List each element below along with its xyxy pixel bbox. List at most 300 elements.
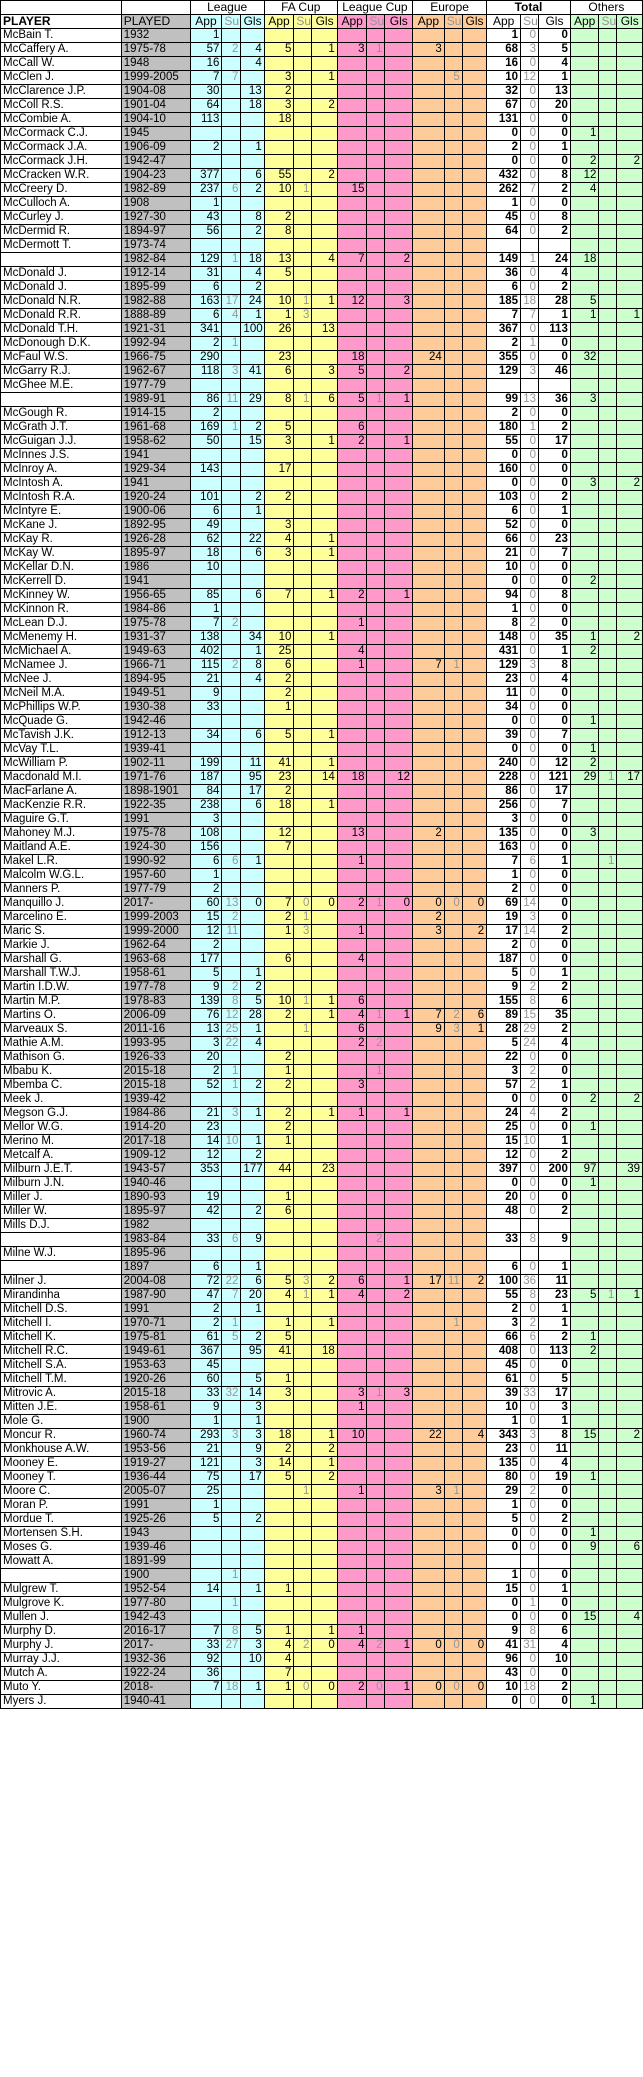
fa-cup-app: [264, 1485, 294, 1499]
europe-sub: [444, 449, 462, 463]
total-sub: 8: [521, 995, 539, 1009]
fa-cup-app: 1: [264, 925, 294, 939]
total-app: 67: [487, 99, 521, 113]
total-app: 45: [487, 211, 521, 225]
europe-goals: [462, 1247, 486, 1261]
league-app: 237: [190, 183, 222, 197]
table-row: [1, 1331, 643, 1345]
europe-app: [413, 365, 445, 379]
player-name: Murphy D.: [1, 1625, 122, 1639]
fa-cup-goals: [312, 141, 337, 155]
others-sub: [599, 85, 617, 99]
league-cup-goals: [385, 1513, 413, 1527]
league-cup-sub: [367, 729, 385, 743]
player-name: McFaul W.S.: [1, 351, 122, 365]
europe-sub: 1: [444, 659, 462, 673]
player-name: Mathison G.: [1, 1051, 122, 1065]
league-cup-goals: [385, 827, 413, 841]
total-goals: 20: [539, 99, 571, 113]
league-cup-goals: [385, 1471, 413, 1485]
total-sub: 0: [521, 1205, 539, 1219]
played-years: 1991: [121, 1303, 190, 1317]
europe-goals: [462, 169, 486, 183]
fa-cup-goals: [312, 1527, 337, 1541]
league-cup-sub: [367, 561, 385, 575]
played-years: 1982-89: [121, 183, 190, 197]
europe-goals: [462, 323, 486, 337]
europe-sub: [444, 491, 462, 505]
fa-cup-app: 3: [264, 547, 294, 561]
total-goals: 0: [539, 1499, 571, 1513]
europe-app: [413, 323, 445, 337]
europe-sub: [444, 1219, 462, 1233]
europe-app: [413, 813, 445, 827]
played-years: 1949-63: [121, 645, 190, 659]
table-row: [1, 155, 643, 169]
europe-sub: [444, 813, 462, 827]
others-app: [570, 99, 599, 113]
others-app: [570, 1387, 599, 1401]
league-sub: [222, 561, 241, 575]
others-app: [570, 1457, 599, 1471]
fa-cup-app: 5: [264, 43, 294, 57]
player-name: Mitchell K.: [1, 1331, 122, 1345]
league-cup-sub: [367, 813, 385, 827]
total-sub: 0: [521, 701, 539, 715]
total-app: 2: [487, 337, 521, 351]
player-name: McQuade G.: [1, 715, 122, 729]
total-goals: 200: [539, 1163, 571, 1177]
total-app: 0: [487, 155, 521, 169]
fa-cup-app: [264, 505, 294, 519]
europe-app: [413, 1149, 445, 1163]
europe-goals: [462, 589, 486, 603]
total-sub: 0: [521, 85, 539, 99]
europe-app: [413, 841, 445, 855]
others-sub: [599, 1443, 617, 1457]
league-cup-sub: [367, 981, 385, 995]
europe-sub: [444, 267, 462, 281]
played-years: 1940-46: [121, 1177, 190, 1191]
others-goals: [617, 1639, 643, 1653]
league-cup-app: 4: [337, 1639, 367, 1653]
league-cup-app: [337, 687, 367, 701]
europe-sub: [444, 463, 462, 477]
league-cup-goals: [385, 1121, 413, 1135]
league-cup-goals: [385, 1247, 413, 1261]
europe-app: [413, 1163, 445, 1177]
played-years: 1904-10: [121, 113, 190, 127]
total-sub: 0: [521, 841, 539, 855]
others-goals: [617, 883, 643, 897]
league-goals: [241, 841, 264, 855]
group-header-row: [1, 1, 643, 15]
total-sub: 0: [521, 1191, 539, 1205]
total-app: 100: [487, 1275, 521, 1289]
league-sub: [222, 1667, 241, 1681]
europe-goals: [462, 827, 486, 841]
fa-cup-sub: [294, 953, 312, 967]
league-sub: [222, 1205, 241, 1219]
others-app: [570, 1625, 599, 1639]
table-row: [1, 253, 643, 267]
fa-cup-sub: [294, 645, 312, 659]
league-goals: 6: [241, 169, 264, 183]
fa-cup-goals: [312, 155, 337, 169]
fa-cup-goals: 1: [312, 1009, 337, 1023]
fa-cup-sub: [294, 771, 312, 785]
others-goals: [617, 1555, 643, 1569]
total-goals: 2: [539, 491, 571, 505]
league-cup-app: [337, 225, 367, 239]
fa-cup-goals: [312, 981, 337, 995]
fa-cup-app: [264, 155, 294, 169]
europe-goals: 0: [462, 1681, 486, 1695]
league-app: 61: [190, 1331, 222, 1345]
fa-cup-sub: 1: [294, 1485, 312, 1499]
fa-cup-app: 2: [264, 1107, 294, 1121]
league-app: 367: [190, 1345, 222, 1359]
league-sub: 7: [222, 71, 241, 85]
others-sub: [599, 575, 617, 589]
league-cup-sub: [367, 379, 385, 393]
league-cup-goals: [385, 1303, 413, 1317]
others-gls-header: Gls: [617, 15, 643, 29]
league-app: 15: [190, 911, 222, 925]
league-app: 33: [190, 1387, 222, 1401]
league-app: 34: [190, 729, 222, 743]
league-goals: [241, 113, 264, 127]
europe-sub: [444, 701, 462, 715]
total-goals: 5: [539, 43, 571, 57]
player-name: McCulloch A.: [1, 197, 122, 211]
played-years: 1892-95: [121, 519, 190, 533]
others-goals: [617, 645, 643, 659]
europe-app: [413, 939, 445, 953]
europe-goals: [462, 393, 486, 407]
player-name: Mooney T.: [1, 1471, 122, 1485]
total-app: 0: [487, 715, 521, 729]
league-cup-goals: [385, 155, 413, 169]
league-goals: 2: [241, 1149, 264, 1163]
fa-cup-app: 18: [264, 1429, 294, 1443]
league-sub: 2: [222, 659, 241, 673]
league-app: 6: [190, 855, 222, 869]
table-row: [1, 1093, 643, 1107]
fa-cup-app: 2: [264, 1051, 294, 1065]
fa-cup-goals: 1: [312, 435, 337, 449]
total-sub: 0: [521, 1415, 539, 1429]
played-years: 1952-54: [121, 1583, 190, 1597]
league-cup-sub: 1: [367, 393, 385, 407]
others-goals: 1: [617, 1289, 643, 1303]
others-sub: [599, 897, 617, 911]
played-years: 1984-86: [121, 603, 190, 617]
league-cup-sub: [367, 71, 385, 85]
league-cup-app: [337, 1163, 367, 1177]
total-goals: 0: [539, 1065, 571, 1079]
league-sub: [222, 1415, 241, 1429]
others-sub: [599, 995, 617, 1009]
player-name: McNamee J.: [1, 659, 122, 673]
played-years: 1943-57: [121, 1163, 190, 1177]
others-goals: 4: [617, 1611, 643, 1625]
league-cup-goals: [385, 841, 413, 855]
total-app: 0: [487, 575, 521, 589]
fa-cup-goals: 14: [312, 771, 337, 785]
fa-cup-goals: [312, 281, 337, 295]
total-sub: 29: [521, 1023, 539, 1037]
played-years: 1984-86: [121, 1107, 190, 1121]
league-cup-goals: [385, 1177, 413, 1191]
others-app: [570, 967, 599, 981]
league-cup-sub: [367, 1331, 385, 1345]
europe-app: [413, 1653, 445, 1667]
europe-sub: [444, 127, 462, 141]
fa-cup-goals: [312, 463, 337, 477]
played-years: 1953-63: [121, 1359, 190, 1373]
league-cup-app: [337, 813, 367, 827]
fa-cup-goals: [312, 939, 337, 953]
europe-goals: [462, 71, 486, 85]
total-goals: 11: [539, 1443, 571, 1457]
others-goals: [617, 1681, 643, 1695]
europe-goals: [462, 659, 486, 673]
league-cup-goals: [385, 85, 413, 99]
league-app: 60: [190, 1373, 222, 1387]
league-sub: [222, 1149, 241, 1163]
others-goals: [617, 323, 643, 337]
others-app: [570, 197, 599, 211]
league-sub: [222, 813, 241, 827]
league-goals: [241, 617, 264, 631]
table-row: [1, 1023, 643, 1037]
total-goals: 6: [539, 995, 571, 1009]
player-name: McMichael A.: [1, 645, 122, 659]
league-app: [190, 1611, 222, 1625]
total-app: 20: [487, 1191, 521, 1205]
total-sub: 6: [521, 855, 539, 869]
fa-cup-goals: [312, 337, 337, 351]
others-app: 3: [570, 393, 599, 407]
total-sub: 0: [521, 1401, 539, 1415]
europe-app: [413, 1527, 445, 1541]
europe-app: [413, 1177, 445, 1191]
league-sub: [222, 757, 241, 771]
fa-cup-goals: [312, 1205, 337, 1219]
europe-goals: [462, 1303, 486, 1317]
league-app: 1: [190, 29, 222, 43]
table-row: [1, 841, 643, 855]
league-cup-goals: [385, 1191, 413, 1205]
league-cup-sub: [367, 351, 385, 365]
played-years: 1920-24: [121, 491, 190, 505]
others-app: 1: [570, 1121, 599, 1135]
fa-cup-app: [264, 1359, 294, 1373]
europe-sub: [444, 869, 462, 883]
fa-cup-goals: [312, 1667, 337, 1681]
league-cup-sub: [367, 1135, 385, 1149]
league-cup-app: 1: [337, 659, 367, 673]
europe-sub: [444, 687, 462, 701]
europe-sub: [444, 1513, 462, 1527]
others-app: [570, 729, 599, 743]
total-goals: [539, 1247, 571, 1261]
league-goals: [241, 1611, 264, 1625]
league-cup-app: [337, 575, 367, 589]
league-sub: [222, 939, 241, 953]
others-app: [570, 1191, 599, 1205]
europe-goals: [462, 1219, 486, 1233]
league-cup-goals: [385, 645, 413, 659]
total-app: 15: [487, 1135, 521, 1149]
table-row: [1, 1695, 643, 1709]
others-sub: [599, 687, 617, 701]
others-sub: [599, 141, 617, 155]
league-cup-sub: [367, 505, 385, 519]
others-sub: [599, 813, 617, 827]
league-cup-goals: [385, 29, 413, 43]
league-cup-app: 3: [337, 1079, 367, 1093]
others-app: [570, 617, 599, 631]
fa-cup-goals: [312, 1219, 337, 1233]
player-name: Mitchell S.A.: [1, 1359, 122, 1373]
fa-cup-app: [264, 337, 294, 351]
fa-cup-app: [264, 1597, 294, 1611]
league-goals: 3: [241, 1639, 264, 1653]
table-row: [1, 141, 643, 155]
europe-app: [413, 407, 445, 421]
europe-app: [413, 421, 445, 435]
league-app-header: App: [190, 15, 222, 29]
others-app: [570, 939, 599, 953]
league-cup-sub: [367, 617, 385, 631]
fa-cup-sub: [294, 155, 312, 169]
total-goals: 0: [539, 29, 571, 43]
europe-app: [413, 855, 445, 869]
europe-app: [413, 71, 445, 85]
league-cup-sub: [367, 239, 385, 253]
league-sub: [222, 1177, 241, 1191]
others-app: 1: [570, 127, 599, 141]
others-goals: [617, 1667, 643, 1681]
league-cup-goals: 3: [385, 1387, 413, 1401]
league-cup-goals: [385, 71, 413, 85]
played-years: 1966-75: [121, 351, 190, 365]
player-name: McCombie A.: [1, 113, 122, 127]
europe-app: [413, 1303, 445, 1317]
league-goals: 95: [241, 771, 264, 785]
total-app: 0: [487, 1611, 521, 1625]
europe-app: [413, 379, 445, 393]
league-goals: [241, 953, 264, 967]
total-app: 0: [487, 449, 521, 463]
europe-app: [413, 1079, 445, 1093]
fa-cup-goals: 1: [312, 1429, 337, 1443]
league-sub: 1: [222, 421, 241, 435]
player-name: McKellar D.N.: [1, 561, 122, 575]
others-goals: [617, 603, 643, 617]
league-cup-app: [337, 603, 367, 617]
total-goals: 1: [539, 645, 571, 659]
europe-sub: [444, 211, 462, 225]
league-goals: 1: [241, 1023, 264, 1037]
league-cup-goals: [385, 183, 413, 197]
total-sub: 0: [521, 603, 539, 617]
fa-cup-app: 8: [264, 225, 294, 239]
table-row: [1, 407, 643, 421]
league-goals: 6: [241, 799, 264, 813]
europe-sub: [444, 1247, 462, 1261]
league-cup-app: [337, 729, 367, 743]
total-app: 0: [487, 477, 521, 491]
played-years: 1920-26: [121, 1373, 190, 1387]
total-goals: 1: [539, 309, 571, 323]
others-app: [570, 1373, 599, 1387]
eu-su-header: Su: [444, 15, 462, 29]
player-name: Maguire G.T.: [1, 813, 122, 827]
player-name: [1, 1569, 122, 1583]
league-cup-goals: [385, 57, 413, 71]
league-cup-sub: [367, 29, 385, 43]
others-goals: [617, 743, 643, 757]
league-cup-app: [337, 85, 367, 99]
table-row: [1, 1359, 643, 1373]
league-goals: [241, 1093, 264, 1107]
played-years: 1925-26: [121, 1513, 190, 1527]
player-name: McColl R.S.: [1, 99, 122, 113]
league-goals: [241, 379, 264, 393]
europe-sub: [444, 1597, 462, 1611]
others-goals: [617, 43, 643, 57]
league-app: 1: [190, 603, 222, 617]
league-goals: [241, 743, 264, 757]
league-goals: 6: [241, 729, 264, 743]
total-app: 397: [487, 1163, 521, 1177]
europe-sub: [444, 29, 462, 43]
europe-sub: [444, 1303, 462, 1317]
fa-cup-sub: [294, 1107, 312, 1121]
league-app: 115: [190, 659, 222, 673]
europe-app: [413, 1583, 445, 1597]
league-cup-goals: [385, 1597, 413, 1611]
table-row: [1, 1485, 643, 1499]
others-goals: [617, 1233, 643, 1247]
europe-sub: [444, 575, 462, 589]
league-cup-app: [337, 1373, 367, 1387]
others-app: [570, 897, 599, 911]
europe-goals: [462, 1051, 486, 1065]
others-app: [570, 337, 599, 351]
fa-cup-sub: [294, 1163, 312, 1177]
europe-sub: [444, 1093, 462, 1107]
total-app: 61: [487, 1373, 521, 1387]
europe-sub: [444, 1331, 462, 1345]
others-goals: [617, 897, 643, 911]
league-cup-sub: [367, 183, 385, 197]
played-years: 2016-17: [121, 1625, 190, 1639]
table-row: [1, 715, 643, 729]
others-app: [570, 491, 599, 505]
league-cup-sub: [367, 309, 385, 323]
others-sub: [599, 981, 617, 995]
total-goals: [539, 379, 571, 393]
league-cup-app: [337, 1611, 367, 1625]
fa-cup-sub: [294, 1583, 312, 1597]
total-sub: 0: [521, 449, 539, 463]
league-cup-sub: [367, 1163, 385, 1177]
fa-cup-app: 2: [264, 1121, 294, 1135]
